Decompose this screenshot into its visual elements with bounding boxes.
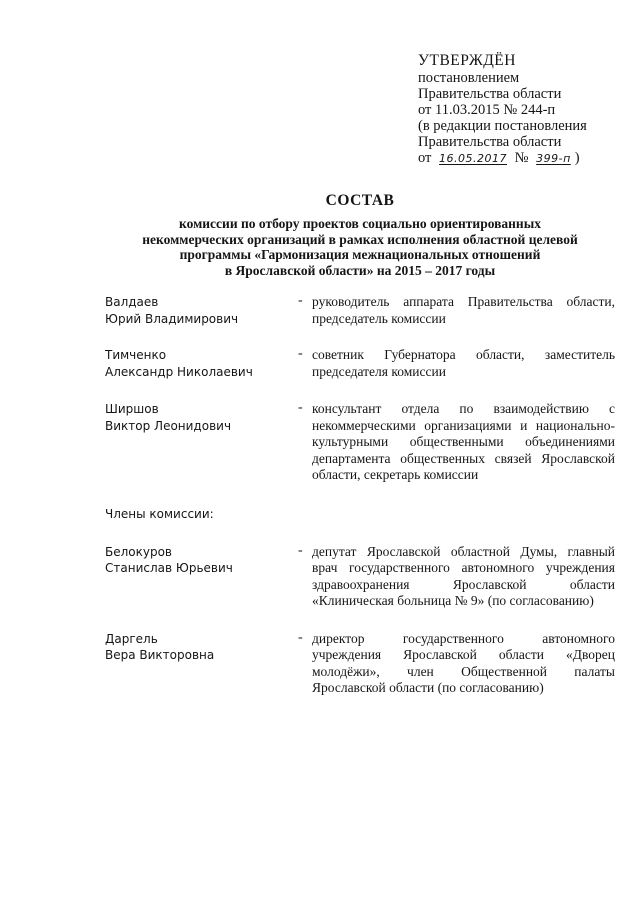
member-surname: Тимченко [105,348,167,362]
member-role: руководитель аппарата Правительства области, председатель комиссии [312,294,615,326]
member-row [105,544,615,610]
approval-line: Правительства области [418,134,562,150]
member-row [105,347,615,380]
separator-dash: - [298,400,303,415]
member-given-name: Юрий Владимирович [105,311,239,326]
date-prefix: от [418,150,432,166]
approval-line: Правительства области [418,86,562,102]
approval-line: постановлением [418,70,520,86]
member-name [105,544,285,577]
approval-date-line [418,150,628,167]
member-given-name: Станислав Юрьевич [105,561,233,575]
member-row [105,294,615,327]
member-name [105,401,285,434]
title-line: комиссии по отбору проектов социально ориентированных [178,216,541,231]
member-role: советник Губернатора области, заместитель председателя комиссии [312,347,615,379]
member-name [105,631,285,664]
members-label: Члены комиссии: [105,506,214,521]
member-role: депутат Ярославской областной Думы, главный врач государственного автономного учреждения здравоохранения Ярославской области «Клиническая больница № 9» (по согласованию) [312,543,615,608]
member-surname: Ширшов [105,402,159,416]
member-surname: Даргель [105,631,158,646]
member-row [105,401,615,484]
member-role: консультант отдела по взаимодействию с некоммерческими организациями и национально-культурными общественными объединениями департамента общественных связей Ярославской области, секретарь комиссии [312,401,615,482]
member-given-name: Вера Викторовна [105,648,215,662]
separator-dash: - [298,542,303,558]
member-role: директор государственного автономного учреждения Ярославской области «Дворец молодёжи», член Общественной палаты Ярославской области (по согласованию) [312,630,615,695]
title-line: некоммерческих организаций в рамках исполнения областной целевой [142,231,578,247]
approval-line: (в редакции постановления [418,118,587,134]
member-name [105,347,285,380]
number-prefix: № [514,150,529,166]
separator-dash: - [298,629,303,645]
title-line: программы «Гармонизация межнациональных отношений [179,247,541,262]
member-given-name: Александр Николаевич [105,364,253,379]
title-heading: СОСТАВ [325,192,395,209]
member-surname: Валдаев [105,295,159,309]
member-given-name: Виктор Леонидович [105,418,232,433]
separator-dash: - [298,346,303,361]
approval-stamp [418,52,628,167]
member-surname: Белокуров [105,544,173,559]
separator-dash: - [298,293,303,308]
document-title [95,192,625,278]
member-row [105,631,615,697]
handwritten-number: 399-п [536,152,571,165]
handwritten-date: 16.05.2017 [439,152,508,165]
approval-heading: УТВЕРЖДЁН [418,52,516,69]
approval-line: от 11.03.2015 № 244-п [418,102,556,118]
commission-list [105,294,615,697]
closing-paren: ) [574,150,580,166]
member-name [105,294,285,327]
title-line: в Ярославской области» на 2015 – 2017 годы [224,262,496,278]
